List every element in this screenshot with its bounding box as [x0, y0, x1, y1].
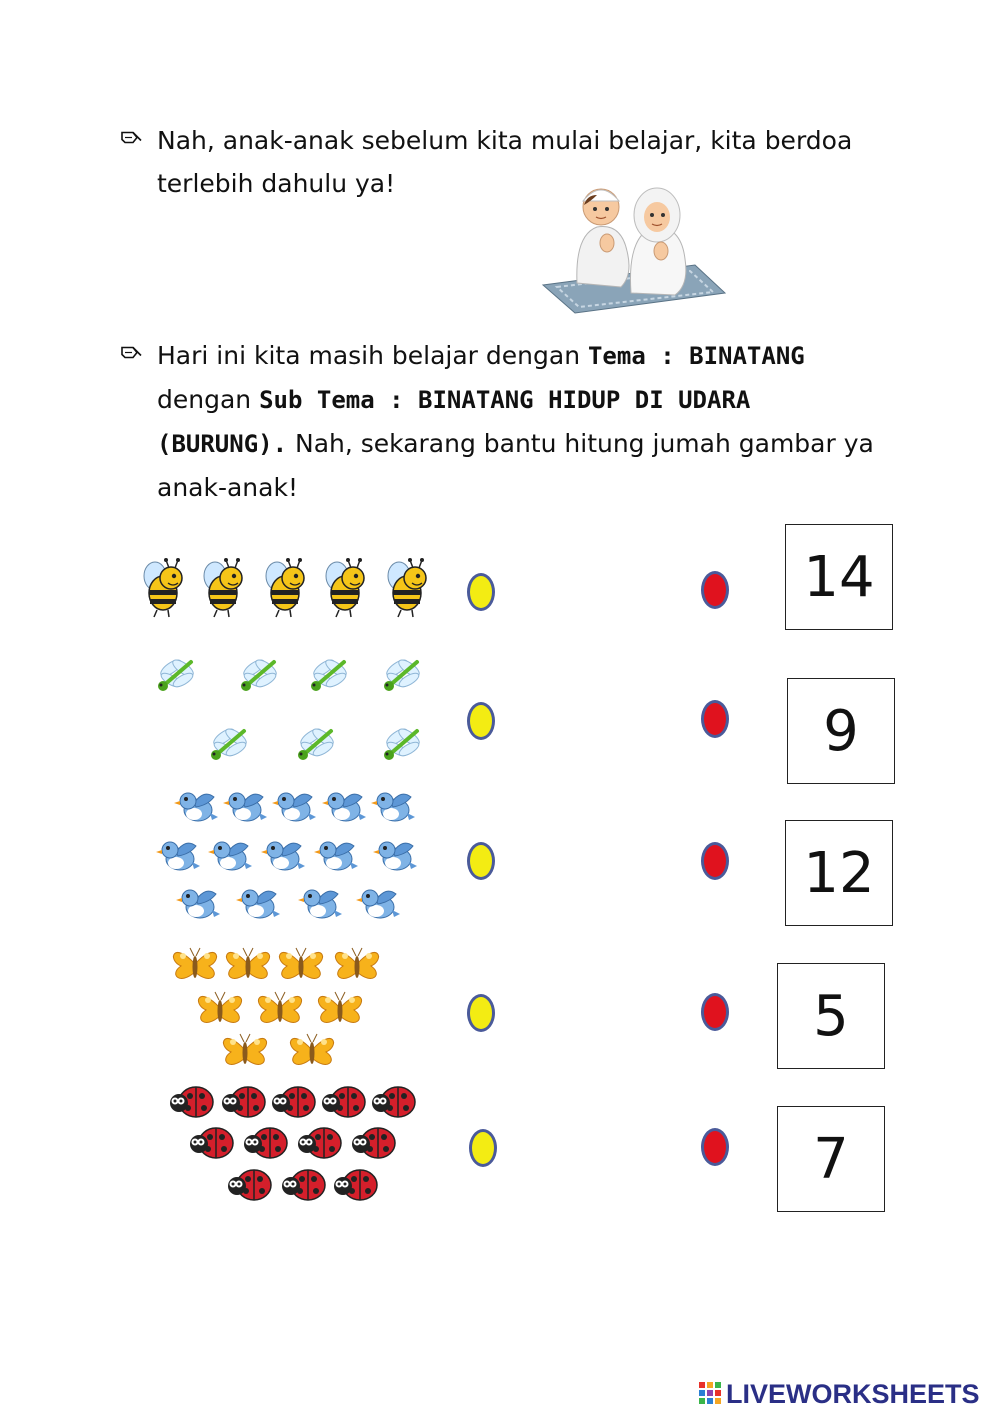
left-match-dot-2[interactable] [467, 702, 495, 740]
bee-group [125, 540, 445, 640]
theme-paragraph [120, 334, 880, 509]
answer-box-4: 5 [777, 963, 885, 1069]
praying-children-illustration [535, 175, 730, 315]
answer-box-5: 7 [777, 1106, 885, 1212]
pointing-hand-icon [120, 119, 144, 162]
bird-group [150, 782, 430, 932]
butterfly-group [160, 940, 400, 1075]
liveworksheets-logo-icon [698, 1380, 724, 1408]
theme-line-2: dengan Sub Tema : BINATANG HIDUP DI UDARA [157, 385, 751, 414]
ladybug-group [160, 1075, 430, 1215]
theme-line-1: Hari ini kita masih belajar dengan Tema : BINATANG [157, 341, 805, 370]
logo-text: LIVEWORKSHEETS [726, 1378, 980, 1409]
subtema-label: Sub Tema : BINATANG HIDUP DI UDARA [259, 386, 751, 414]
left-match-dot-5[interactable] [469, 1129, 497, 1167]
dragonfly-group [145, 648, 445, 778]
pointing-hand-icon [120, 334, 144, 377]
theme-line-3: (BURUNG). Nah, sekarang bantu hitung jumah gambar ya [157, 429, 874, 458]
right-match-dot-1[interactable] [701, 571, 729, 609]
left-match-dot-3[interactable] [467, 842, 495, 880]
intro-line-2: terlebih dahulu ya! [157, 169, 396, 198]
answer-box-2: 9 [787, 678, 895, 784]
liveworksheets-logo [698, 1378, 980, 1410]
theme-line-4: anak-anak! [157, 473, 298, 502]
intro-paragraph [120, 119, 880, 205]
intro-line-1: Nah, anak-anak sebelum kita mulai belajar, kita berdoa [157, 126, 853, 155]
right-match-dot-2[interactable] [701, 700, 729, 738]
left-match-dot-1[interactable] [467, 573, 495, 611]
right-match-dot-4[interactable] [701, 993, 729, 1031]
burung-label: (BURUNG). [157, 430, 288, 458]
answer-box-1: 14 [785, 524, 893, 630]
left-match-dot-4[interactable] [467, 994, 495, 1032]
right-match-dot-3[interactable] [701, 842, 729, 880]
right-match-dot-5[interactable] [701, 1128, 729, 1166]
tema-label: Tema : BINATANG [587, 342, 805, 370]
answer-box-3: 12 [785, 820, 893, 926]
